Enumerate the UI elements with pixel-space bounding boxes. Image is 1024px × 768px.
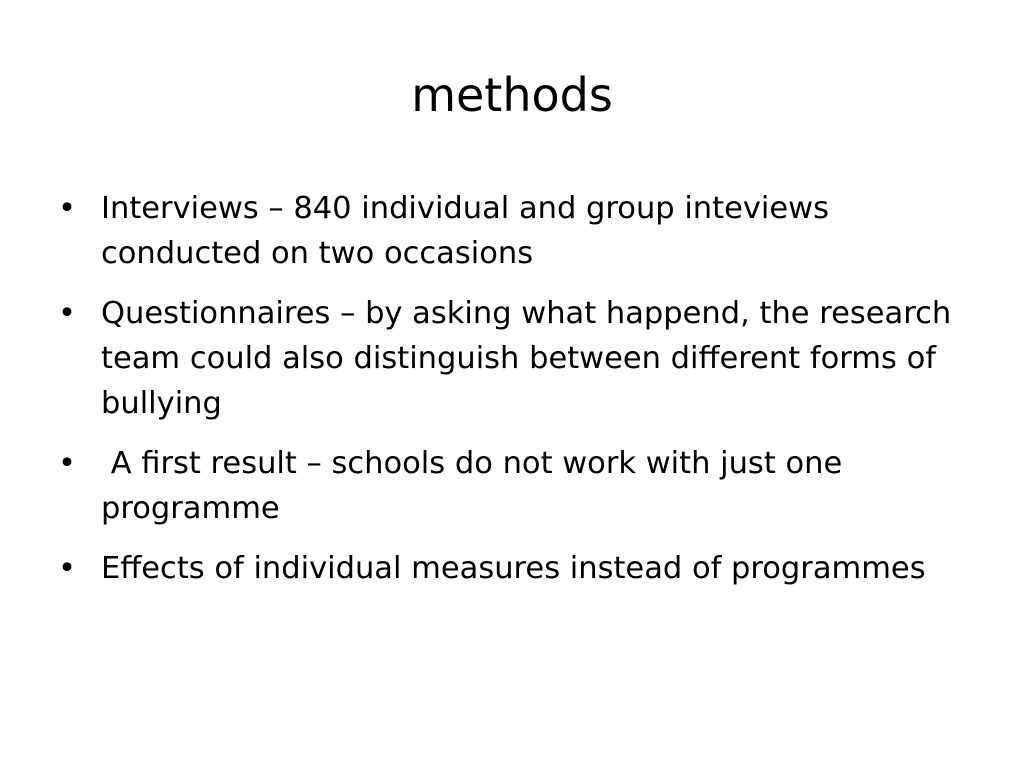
bullet-item-effects (58, 546, 978, 591)
bullet-item-interviews (58, 186, 978, 276)
bullet-text: Interviews – 840 individual and group inteviews conducted on two occasions (101, 191, 839, 271)
bullet-text: A first result – schools do not work with just one programme (101, 446, 852, 526)
bullet-text: Questionnaires – by asking what happend, the research team could also distinguish between different forms of bullying (101, 296, 961, 421)
bullet-text: Effects of individual measures instead of programmes (101, 551, 926, 586)
bullet-icon: • (58, 191, 76, 226)
bullet-list (58, 186, 978, 606)
slide-title: methods (411, 68, 613, 122)
bullet-icon: • (58, 551, 76, 586)
bullet-icon: • (58, 296, 76, 331)
bullet-item-first-result (58, 441, 978, 531)
bullet-icon: • (58, 446, 76, 481)
bullet-item-questionnaires (58, 291, 978, 426)
